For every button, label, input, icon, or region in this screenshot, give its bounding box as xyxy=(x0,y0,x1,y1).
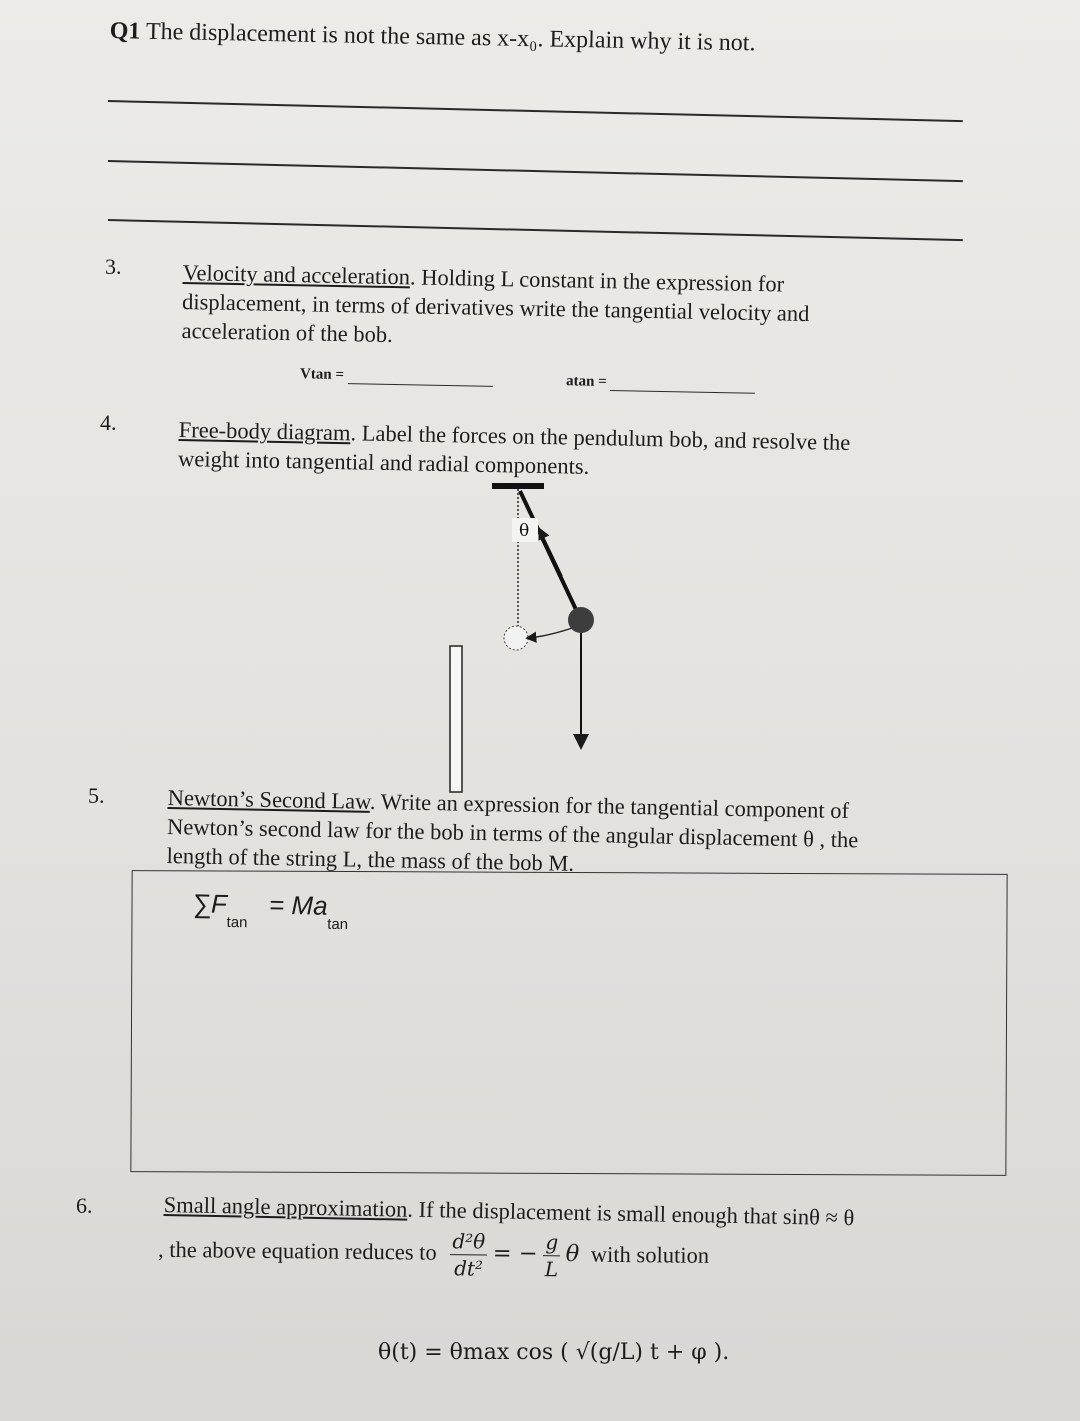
item-3-text: Velocity and acceleration. Holding L constant in the expression for displacement, in terms of derivatives write the tangential velocity and acceleration of the bob. xyxy=(181,259,810,348)
item-6-text: Small angle approximation. If the displacement is small enough that sinθ ≈ θ xyxy=(163,1191,855,1231)
atan-label: atan = xyxy=(565,373,607,390)
rest-position-ghost-bob xyxy=(504,626,528,650)
reduces-prefix: , the above equation reduces to xyxy=(157,1236,437,1265)
eq-equals: = − xyxy=(492,1240,538,1267)
eq-mid: = Ma xyxy=(268,889,328,921)
item-5-text: Newton’s Second Law. Write an expression for the tangential component of Newton’s second law for the bob in terms of the angular displacement θ , the length of the string L, the mass of the bob M. xyxy=(166,784,859,876)
arc-arrow xyxy=(528,626,578,638)
atan-answer-blank[interactable] xyxy=(610,374,755,394)
eq-sub-right: tan xyxy=(327,915,349,934)
item-4-title: Free-body diagram xyxy=(178,416,351,446)
q1-answer-line-2[interactable] xyxy=(108,160,963,182)
q1-text: The displacement is not the same as x-x₀. Explain why it is not. xyxy=(145,18,756,57)
q1-question xyxy=(109,18,755,57)
item-5-title: Newton’s Second Law xyxy=(167,784,371,814)
vtan-row xyxy=(300,366,493,387)
tension-arrow xyxy=(540,530,562,576)
q1-answer-line-3[interactable] xyxy=(108,219,963,241)
newton-equation xyxy=(192,888,349,934)
atan-row xyxy=(566,373,756,394)
item-3-number: 3. xyxy=(105,254,122,279)
item-5-number: 5. xyxy=(88,783,105,808)
q1-label: Q1 xyxy=(109,18,141,45)
stray-rectangle xyxy=(450,646,462,792)
pendulum-bob xyxy=(568,607,594,633)
item-3-title: Velocity and acceleration xyxy=(182,259,411,290)
item-6-title: Small angle approximation xyxy=(163,1191,408,1222)
pendulum-support-bar xyxy=(492,483,544,489)
theta-label: θ xyxy=(519,521,530,541)
newton-answer-box[interactable] xyxy=(130,870,1007,1176)
pendulum-string xyxy=(520,491,580,618)
sigma-f: ∑F xyxy=(192,888,228,919)
pendulum-diagram xyxy=(430,478,630,798)
vtan-answer-blank[interactable] xyxy=(348,367,493,387)
fraction-g-over-l: $\frac{g}{L}$ xyxy=(543,1229,560,1282)
solution-equation: θ(t) = θmax cos ( √(g/L) t + φ ). xyxy=(378,1340,730,1365)
item-4-number: 4. xyxy=(100,410,117,435)
small-angle-equation: , the above equation reduces to $\frac{\text{d²θ}}{\text{dt²}}$ = − $\frac{g}{L}$ θ with solution xyxy=(157,1229,710,1282)
item-6-number: 6. xyxy=(76,1193,93,1218)
fraction-d2theta-dt2: $\frac{\text{d²θ}}{\text{dt²}}$ xyxy=(450,1228,487,1281)
q1-answer-line-1[interactable] xyxy=(108,100,963,122)
vtan-label: Vtan = xyxy=(299,366,345,383)
eq-sub-left: tan xyxy=(226,914,248,932)
with-solution: with solution xyxy=(590,1241,710,1268)
item-4-text: Free-body diagram. Label the forces on the pendulum bob, and resolve the weight into tangential and radial components. xyxy=(177,416,851,479)
